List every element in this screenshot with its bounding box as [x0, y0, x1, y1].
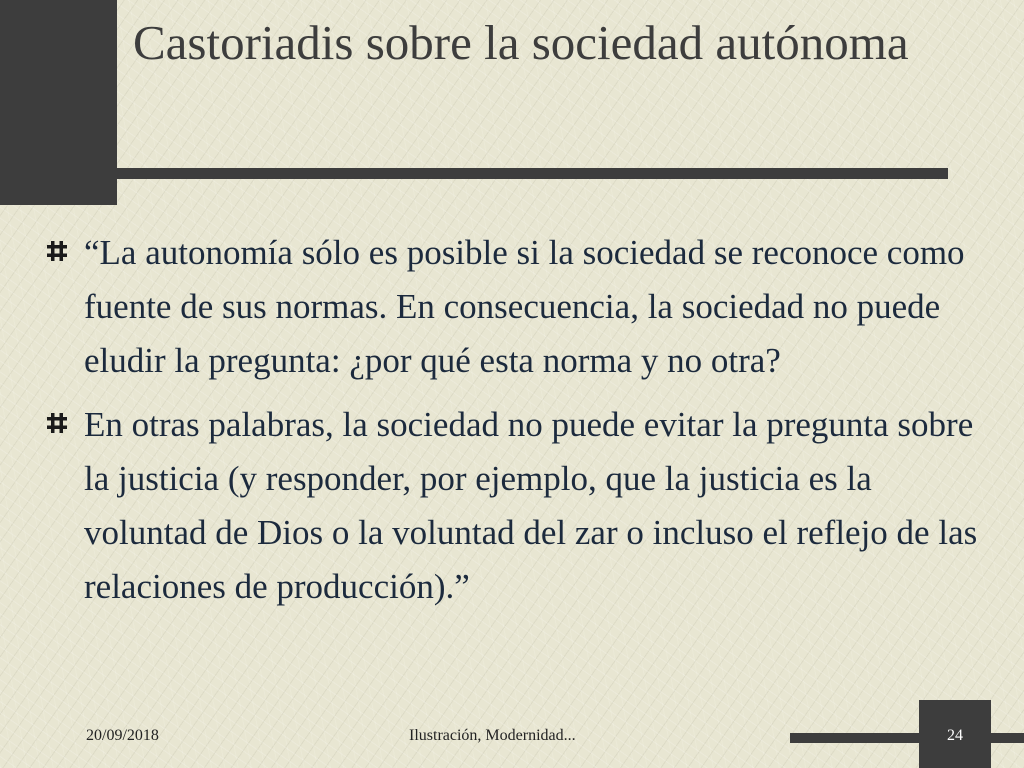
footer-date: 20/09/2018 [86, 727, 159, 744]
bullet-list [40, 226, 980, 624]
decorative-rule-top [0, 168, 948, 179]
bullet-text: “La autonomía sólo es posible si la sociedad se reconoce como fuente de sus normas. En consecuencia, la sociedad no puede eludir la pregunta: ¿por qué esta norma y no otra? [84, 233, 965, 380]
bullet-item [40, 398, 980, 614]
hash-bullet-icon [46, 412, 68, 434]
page-number: 24 [947, 727, 963, 744]
bullet-text: En otras palabras, la sociedad no puede evitar la pregunta sobre la justicia (y responder, por ejemplo, que la justicia es la voluntad de Dios o la voluntad del zar o incluso el reflejo de las relaciones de producción).” [84, 405, 978, 606]
footer-title: Ilustración, Modernidad... [409, 727, 576, 744]
slide-title: Castoriadis sobre la sociedad autónoma [133, 15, 909, 70]
hash-bullet-icon [46, 240, 68, 262]
bullet-item [40, 226, 980, 388]
